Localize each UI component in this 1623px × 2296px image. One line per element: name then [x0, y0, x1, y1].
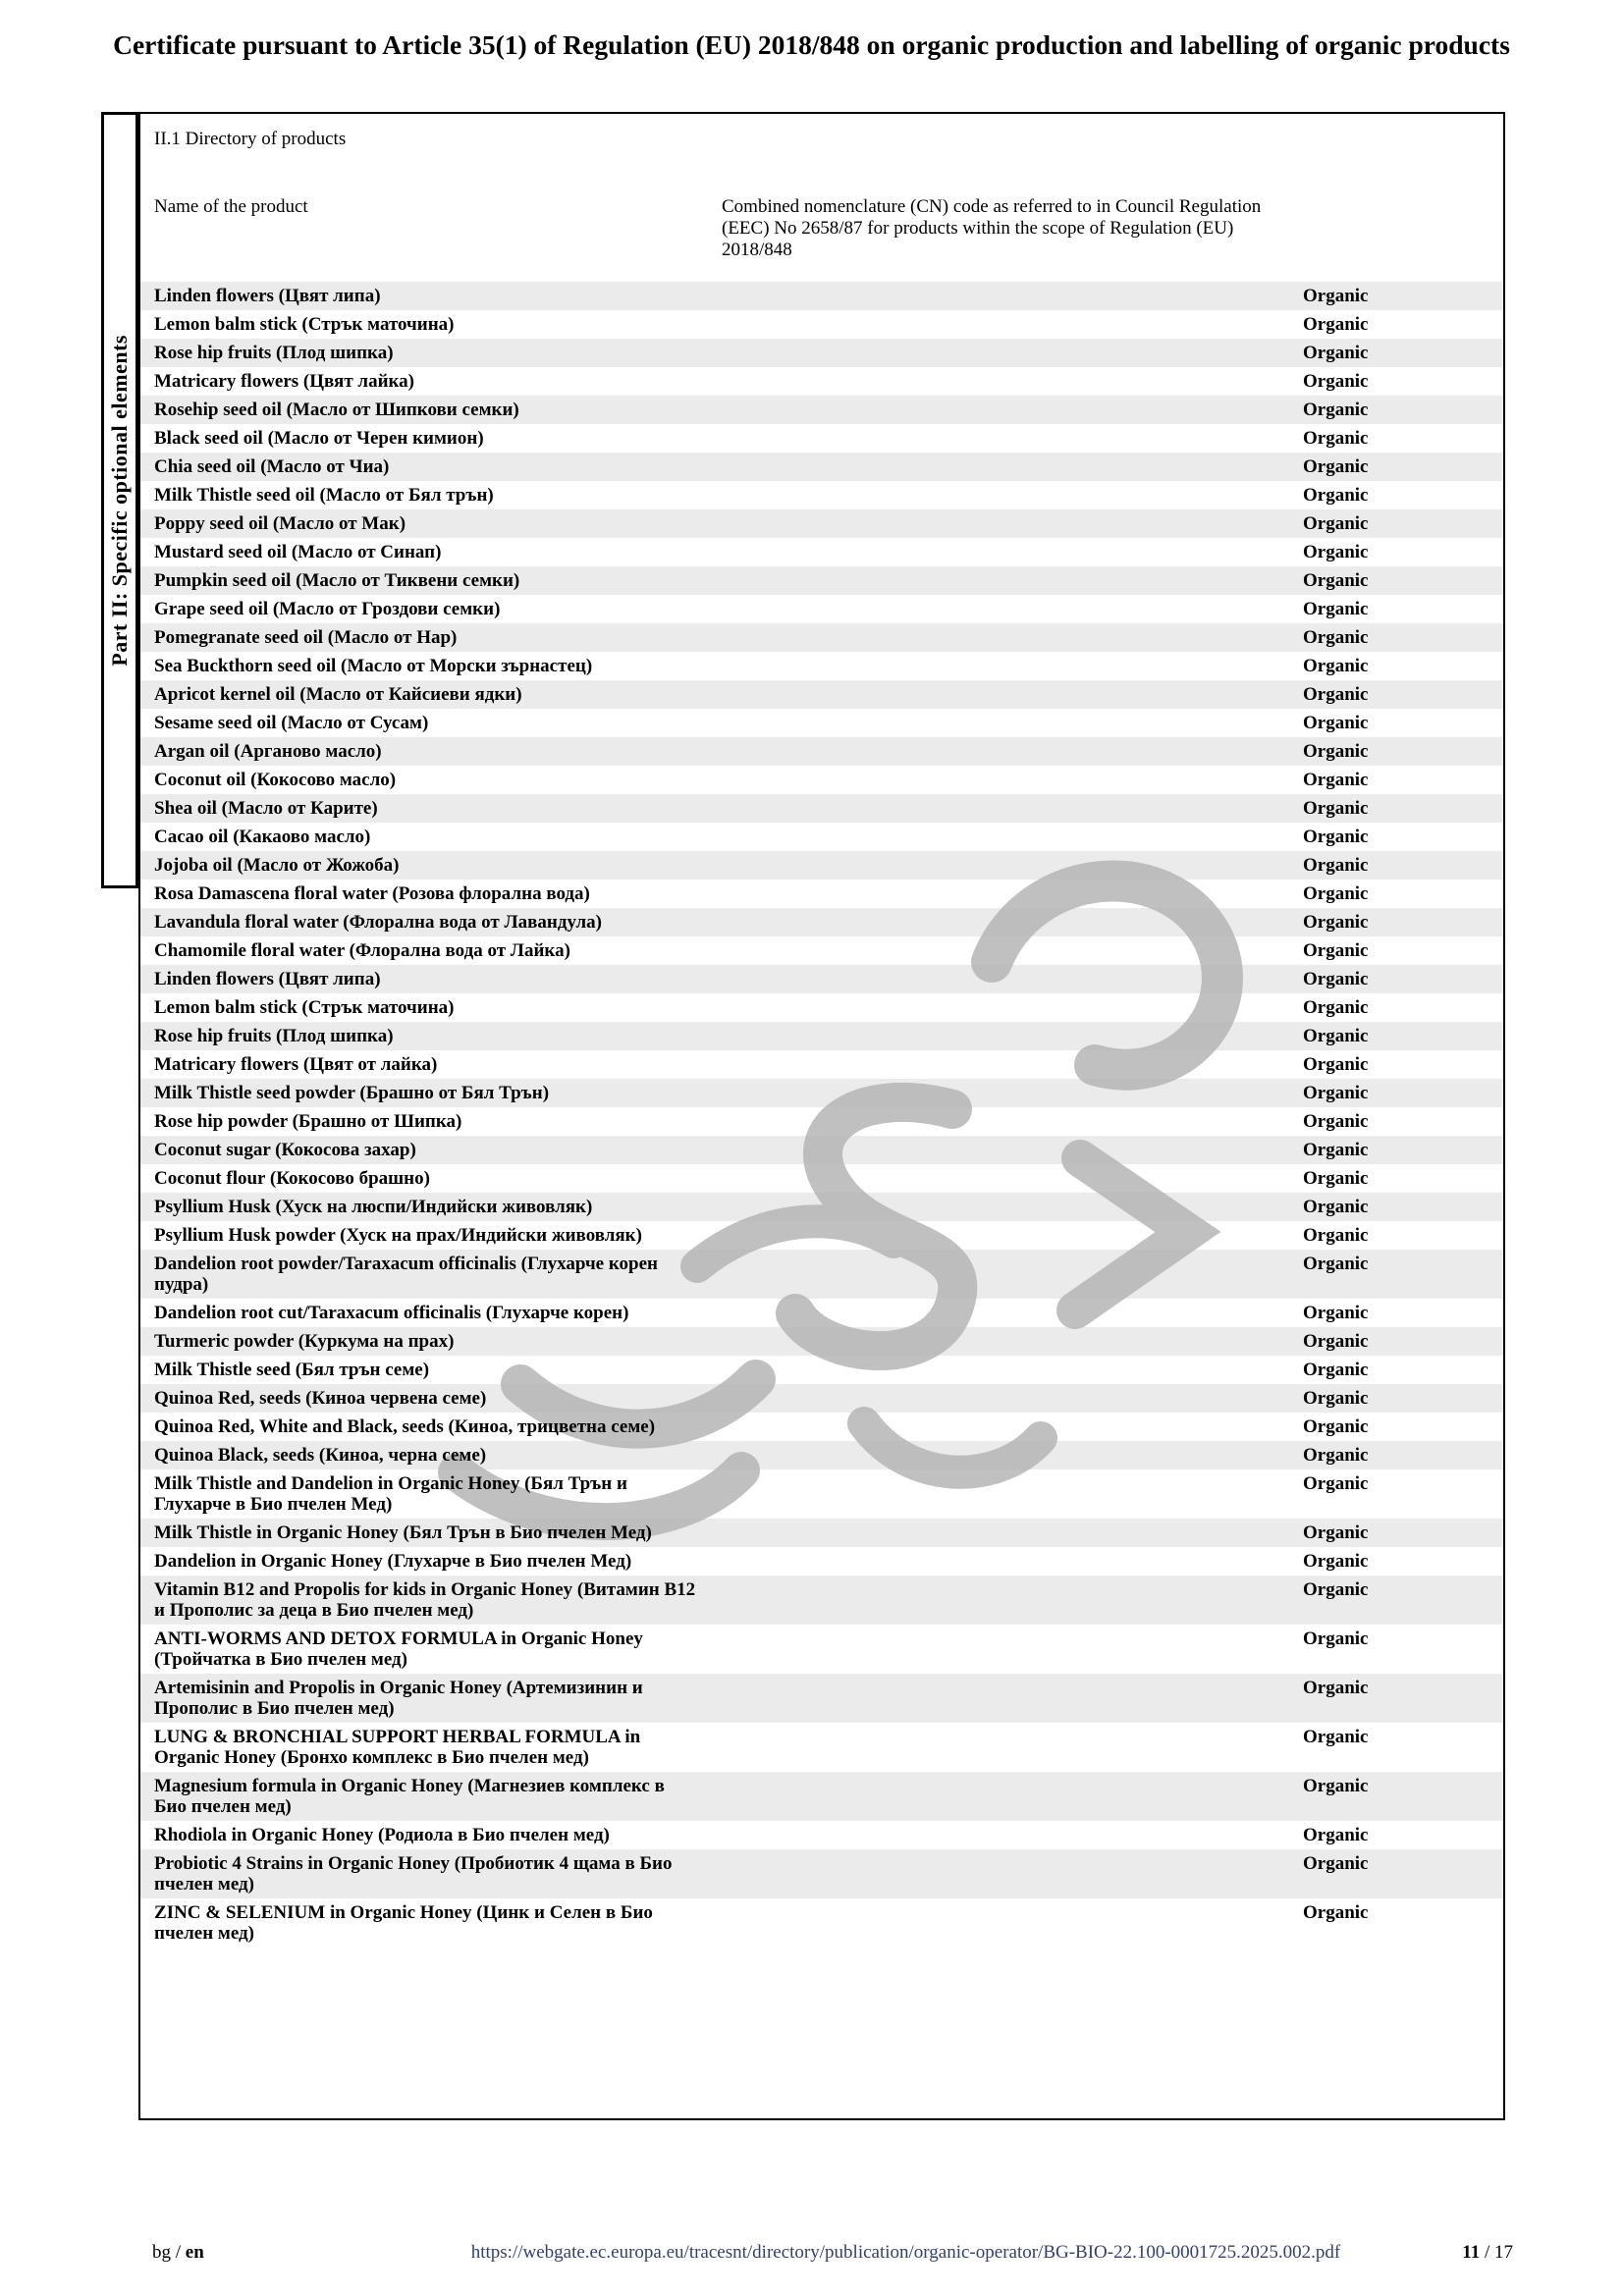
status-cell: Organic — [1303, 1168, 1369, 1189]
status-cell: Organic — [1303, 286, 1369, 306]
product-name-cell: Milk Thistle seed powder (Брашно от Бял Трън) — [154, 1083, 550, 1103]
status-cell: Organic — [1303, 513, 1369, 534]
status-cell: Organic — [1303, 1473, 1369, 1494]
product-row — [140, 509, 1503, 538]
product-row — [140, 424, 1503, 453]
product-name-cell: Artemisinin and Propolis in Organic Honey (Артемизинин и Прополис в Био пчелен мед) — [154, 1678, 643, 1719]
product-name-cell: Probiotic 4 Strains in Organic Honey (Пробиотик 4 щама в Био пчелен мед) — [154, 1853, 673, 1895]
product-name-cell: Coconut oil (Кокосово масло) — [154, 770, 397, 790]
product-row — [140, 709, 1503, 737]
product-row — [140, 1299, 1503, 1327]
footer-document-link[interactable]: https://webgate.ec.europa.eu/tracesnt/directory/publication/organic-operator/BG-BIO-22.100-0001725.2025.002.pdf — [470, 2242, 1341, 2263]
product-name-cell: Rose hip powder (Брашно от Шипка) — [154, 1111, 462, 1132]
product-name-cell: Rhodiola in Organic Honey (Родиола в Био пчелен мед) — [154, 1825, 610, 1845]
product-row — [140, 339, 1503, 367]
product-name-cell: Chia seed oil (Масло от Чиа) — [154, 456, 390, 477]
status-cell: Organic — [1303, 798, 1369, 819]
status-cell: Organic — [1303, 1853, 1369, 1874]
cn-code-cell — [722, 1853, 1303, 1895]
product-name-cell: Milk Thistle seed oil (Масло от Бял трън) — [154, 485, 494, 506]
status-cell: Organic — [1303, 827, 1369, 847]
product-name-cell: Grape seed oil (Масло от Гроздови семки) — [154, 599, 501, 619]
status-cell: Organic — [1303, 1254, 1369, 1274]
cn-code-cell — [722, 599, 1303, 619]
product-row — [140, 794, 1503, 823]
product-name-cell: Coconut sugar (Кокосова захар) — [154, 1140, 416, 1160]
cn-code-cell — [722, 1473, 1303, 1515]
table-header — [140, 196, 1503, 261]
status-cell: Organic — [1303, 969, 1369, 989]
product-name-cell: Linden flowers (Цвят липа) — [154, 969, 381, 989]
product-row — [140, 1384, 1503, 1413]
cn-code-cell — [722, 1678, 1303, 1719]
product-row — [140, 1413, 1503, 1441]
cn-code-cell — [722, 542, 1303, 562]
cn-code-cell — [722, 713, 1303, 733]
status-cell: Organic — [1303, 400, 1369, 420]
status-cell: Organic — [1303, 599, 1369, 619]
product-name-cell: Coconut flour (Кокосово брашно) — [154, 1168, 430, 1189]
product-row — [140, 1674, 1503, 1723]
cn-code-cell — [722, 513, 1303, 534]
product-name-cell: Quinoa Black, seeds (Киноа, черна семе) — [154, 1445, 487, 1466]
cn-code-cell — [722, 1083, 1303, 1103]
product-name-cell: Matricary flowers (Цвят от лайка) — [154, 1054, 438, 1075]
product-row — [140, 880, 1503, 908]
product-row — [140, 595, 1503, 623]
part-ii-sidebar — [101, 112, 138, 888]
product-table-body — [140, 282, 1503, 1948]
footer-language-current: en — [185, 2242, 204, 2263]
cn-code-cell — [722, 1140, 1303, 1160]
cn-code-cell — [722, 1111, 1303, 1132]
cn-code-cell — [722, 343, 1303, 363]
product-name-cell: ZINC & SELENIUM in Organic Honey (Цинк и Селен в Био пчелен мед) — [154, 1902, 653, 1944]
cn-code-cell — [722, 1445, 1303, 1466]
status-cell: Organic — [1303, 1140, 1369, 1160]
product-row — [140, 680, 1503, 709]
status-cell: Organic — [1303, 1522, 1369, 1543]
cn-code-cell — [722, 827, 1303, 847]
status-cell: Organic — [1303, 1026, 1369, 1046]
status-cell: Organic — [1303, 1902, 1369, 1923]
cn-code-cell — [722, 1522, 1303, 1543]
cn-code-cell — [722, 770, 1303, 790]
product-row — [140, 823, 1503, 851]
status-cell: Organic — [1303, 1360, 1369, 1380]
product-row — [140, 1441, 1503, 1469]
cn-code-cell — [722, 570, 1303, 591]
product-name-cell: Dandelion root powder/Taraxacum officinalis (Глухарче корен пудра) — [154, 1254, 658, 1295]
column-header-name: Name of the product — [154, 196, 308, 217]
status-cell: Organic — [1303, 485, 1369, 506]
status-cell: Organic — [1303, 912, 1369, 933]
product-row — [140, 1575, 1503, 1625]
product-row — [140, 993, 1503, 1022]
footer-page-number — [1462, 2242, 1513, 2264]
status-cell: Organic — [1303, 741, 1369, 762]
cn-code-cell — [722, 1902, 1303, 1944]
product-row — [140, 1625, 1503, 1674]
product-name-cell: Psyllium Husk (Хуск на люспи/Индийски живовляк) — [154, 1197, 593, 1217]
cn-code-cell — [722, 940, 1303, 961]
cn-code-cell — [722, 741, 1303, 762]
product-name-cell: Dandelion in Organic Honey (Глухарче в Био пчелен Мед) — [154, 1551, 632, 1572]
product-row — [140, 1821, 1503, 1849]
product-row — [140, 623, 1503, 652]
status-cell: Organic — [1303, 855, 1369, 876]
product-name-cell: Apricot kernel oil (Масло от Кайсиеви ядки) — [154, 684, 522, 705]
status-cell: Organic — [1303, 1083, 1369, 1103]
status-cell: Organic — [1303, 371, 1369, 392]
status-cell: Organic — [1303, 343, 1369, 363]
column-header-cn-code: Combined nomenclature (CN) code as referred to in Council Regulation (EEC) No 2658/87 for products within the scope of Regulation (EU) 2018/848 — [722, 196, 1262, 260]
product-name-cell: Milk Thistle in Organic Honey (Бял Трън в Био пчелен Мед) — [154, 1522, 652, 1543]
status-cell: Organic — [1303, 1054, 1369, 1075]
product-row — [140, 1898, 1503, 1948]
product-row — [140, 367, 1503, 396]
product-name-cell: Matricary flowers (Цвят лайка) — [154, 371, 414, 392]
page-title: Certificate pursuant to Article 35(1) of Regulation (EU) 2018/848 on organic production and labelling of organic products — [113, 29, 1510, 60]
status-cell: Organic — [1303, 542, 1369, 562]
product-name-cell: Turmeric powder (Куркума на прах) — [154, 1331, 455, 1352]
product-name-cell: Mustard seed oil (Масло от Синап) — [154, 542, 442, 562]
product-row — [140, 566, 1503, 595]
cn-code-cell — [722, 371, 1303, 392]
cn-code-cell — [722, 883, 1303, 904]
cn-code-cell — [722, 456, 1303, 477]
cn-code-cell — [722, 798, 1303, 819]
product-name-cell: Rosa Damascena floral water (Розова флорална вода) — [154, 883, 590, 904]
product-name-cell: Lemon balm stick (Стрък маточина) — [154, 997, 455, 1018]
cn-code-cell — [722, 912, 1303, 933]
footer-language-prefix: bg / — [152, 2242, 186, 2263]
status-cell: Organic — [1303, 1197, 1369, 1217]
status-cell: Organic — [1303, 1551, 1369, 1572]
product-row — [140, 1022, 1503, 1050]
page-separator: / — [1480, 2242, 1494, 2263]
product-row — [140, 1250, 1503, 1299]
cn-code-cell — [722, 1629, 1303, 1670]
cn-code-cell — [722, 684, 1303, 705]
product-row — [140, 1050, 1503, 1079]
status-cell: Organic — [1303, 1331, 1369, 1352]
product-name-cell: Lemon balm stick (Стрък маточина) — [154, 314, 455, 335]
product-name-cell: Sesame seed oil (Масло от Сусам) — [154, 713, 429, 733]
product-row — [140, 396, 1503, 424]
product-row — [140, 1193, 1503, 1221]
status-cell: Organic — [1303, 314, 1369, 335]
status-cell: Organic — [1303, 1727, 1369, 1747]
cn-code-cell — [722, 1416, 1303, 1437]
product-row — [140, 1469, 1503, 1519]
cn-code-cell — [722, 1388, 1303, 1409]
cn-code-cell — [722, 1225, 1303, 1246]
cn-code-cell — [722, 1331, 1303, 1352]
page-total: 17 — [1494, 2242, 1513, 2263]
cn-code-cell — [722, 1054, 1303, 1075]
status-cell: Organic — [1303, 656, 1369, 676]
product-name-cell: Rosehip seed oil (Масло от Шипкови семки) — [154, 400, 519, 420]
product-row — [140, 851, 1503, 880]
product-row — [140, 1519, 1503, 1547]
product-row — [140, 908, 1503, 936]
status-cell: Organic — [1303, 940, 1369, 961]
product-row — [140, 1356, 1503, 1384]
product-row — [140, 1547, 1503, 1575]
status-cell: Organic — [1303, 1629, 1369, 1649]
cn-code-cell — [722, 1825, 1303, 1845]
status-cell: Organic — [1303, 997, 1369, 1018]
status-cell: Organic — [1303, 428, 1369, 449]
product-name-cell: Pomegranate seed oil (Масло от Нар) — [154, 627, 458, 648]
cn-code-cell — [722, 997, 1303, 1018]
status-cell: Organic — [1303, 1776, 1369, 1796]
status-cell: Organic — [1303, 1579, 1369, 1600]
status-cell: Organic — [1303, 1825, 1369, 1845]
product-name-cell: Dandelion root cut/Taraxacum officinalis (Глухарче корен) — [154, 1303, 629, 1323]
product-name-cell: Milk Thistle seed (Бял трън семе) — [154, 1360, 430, 1380]
cn-code-cell — [722, 1197, 1303, 1217]
cn-code-cell — [722, 428, 1303, 449]
status-cell: Organic — [1303, 456, 1369, 477]
product-name-cell: Poppy seed oil (Масло от Мак) — [154, 513, 406, 534]
status-cell: Organic — [1303, 570, 1369, 591]
product-name-cell: Rose hip fruits (Плод шипка) — [154, 343, 394, 363]
product-row — [140, 1723, 1503, 1772]
product-name-cell: Rose hip fruits (Плод шипка) — [154, 1026, 394, 1046]
cn-code-cell — [722, 627, 1303, 648]
cn-code-cell — [722, 855, 1303, 876]
product-row — [140, 481, 1503, 509]
product-row — [140, 310, 1503, 339]
cn-code-cell — [722, 1360, 1303, 1380]
status-cell: Organic — [1303, 1303, 1369, 1323]
product-row — [140, 1079, 1503, 1107]
product-row — [140, 1221, 1503, 1250]
product-row — [140, 652, 1503, 680]
product-name-cell: Magnesium formula in Organic Honey (Магнезиев комплекс в Био пчелен мед) — [154, 1776, 665, 1817]
cn-code-cell — [722, 1727, 1303, 1768]
product-row — [140, 1136, 1503, 1164]
cn-code-cell — [722, 286, 1303, 306]
status-cell: Organic — [1303, 1388, 1369, 1409]
cn-code-cell — [722, 400, 1303, 420]
product-name-cell: Quinoa Red, seeds (Киноа червена семе) — [154, 1388, 487, 1409]
cn-code-cell — [722, 1303, 1303, 1323]
product-row — [140, 737, 1503, 766]
product-row — [140, 936, 1503, 965]
product-row — [140, 965, 1503, 993]
product-name-cell: Chamomile floral water (Флорална вода от Лайка) — [154, 940, 570, 961]
cn-code-cell — [722, 969, 1303, 989]
cn-code-cell — [722, 1026, 1303, 1046]
status-cell: Organic — [1303, 883, 1369, 904]
product-name-cell: Black seed oil (Масло от Черен кимион) — [154, 428, 484, 449]
cn-code-cell — [722, 1254, 1303, 1295]
product-name-cell: Vitamin B12 and Propolis for kids in Organic Honey (Витамин В12 и Прополис за деца в Био пчелен мед) — [154, 1579, 696, 1621]
page-current: 11 — [1462, 2242, 1481, 2263]
status-cell: Organic — [1303, 1416, 1369, 1437]
product-name-cell: ANTI-WORMS AND DETOX FORMULA in Organic Honey (Тройчатка в Био пчелен мед) — [154, 1629, 643, 1670]
product-name-cell: Pumpkin seed oil (Масло от Тиквени семки) — [154, 570, 520, 591]
cn-code-cell — [722, 1579, 1303, 1621]
product-name-cell: Cacao oil (Какаово масло) — [154, 827, 371, 847]
product-name-cell: Lavandula floral water (Флорална вода от Лавандула) — [154, 912, 603, 933]
product-row — [140, 453, 1503, 481]
status-cell: Organic — [1303, 1445, 1369, 1466]
product-name-cell: LUNG & BRONCHIAL SUPPORT HERBAL FORMULA in Organic Honey (Бронхо комплекс в Био пчелен мед) — [154, 1727, 641, 1768]
product-row — [140, 766, 1503, 794]
product-name-cell: Jojoba oil (Масло от Жожоба) — [154, 855, 400, 876]
status-cell: Organic — [1303, 1678, 1369, 1698]
product-name-cell: Sea Buckthorn seed oil (Масло от Морски зърнастец) — [154, 656, 593, 676]
column-header-status — [1303, 196, 1493, 261]
cn-code-cell — [722, 1168, 1303, 1189]
status-cell: Organic — [1303, 684, 1369, 705]
product-row — [140, 538, 1503, 566]
product-name-cell: Quinoa Red, White and Black, seeds (Киноа, трицветна семе) — [154, 1416, 656, 1437]
cn-code-cell — [722, 1776, 1303, 1817]
cn-code-cell — [722, 656, 1303, 676]
product-row — [140, 1327, 1503, 1356]
status-cell: Organic — [1303, 627, 1369, 648]
status-cell: Organic — [1303, 770, 1369, 790]
product-name-cell: Argan oil (Арганово масло) — [154, 741, 382, 762]
product-name-cell: Psyllium Husk powder (Хуск на прах/Индийски живовляк) — [154, 1225, 642, 1246]
cn-code-cell — [722, 314, 1303, 335]
product-name-cell: Milk Thistle and Dandelion in Organic Honey (Бял Трън и Глухарче в Био пчелен Мед) — [154, 1473, 627, 1515]
status-cell: Organic — [1303, 1111, 1369, 1132]
cn-code-cell — [722, 1551, 1303, 1572]
product-row — [140, 1164, 1503, 1193]
product-name-cell: Linden flowers (Цвят липа) — [154, 286, 381, 306]
status-cell: Organic — [1303, 713, 1369, 733]
product-row — [140, 1849, 1503, 1898]
status-cell: Organic — [1303, 1225, 1369, 1246]
product-row — [140, 1772, 1503, 1821]
section-heading: II.1 Directory of products — [154, 129, 347, 149]
part-ii-label: Part II: Specific optional elements — [107, 334, 132, 667]
product-row — [140, 1107, 1503, 1136]
cn-code-cell — [722, 485, 1303, 506]
product-name-cell: Shea oil (Масло от Карите) — [154, 798, 378, 819]
product-row — [140, 282, 1503, 310]
footer-language — [152, 2242, 204, 2264]
certificate-frame — [138, 112, 1505, 2120]
